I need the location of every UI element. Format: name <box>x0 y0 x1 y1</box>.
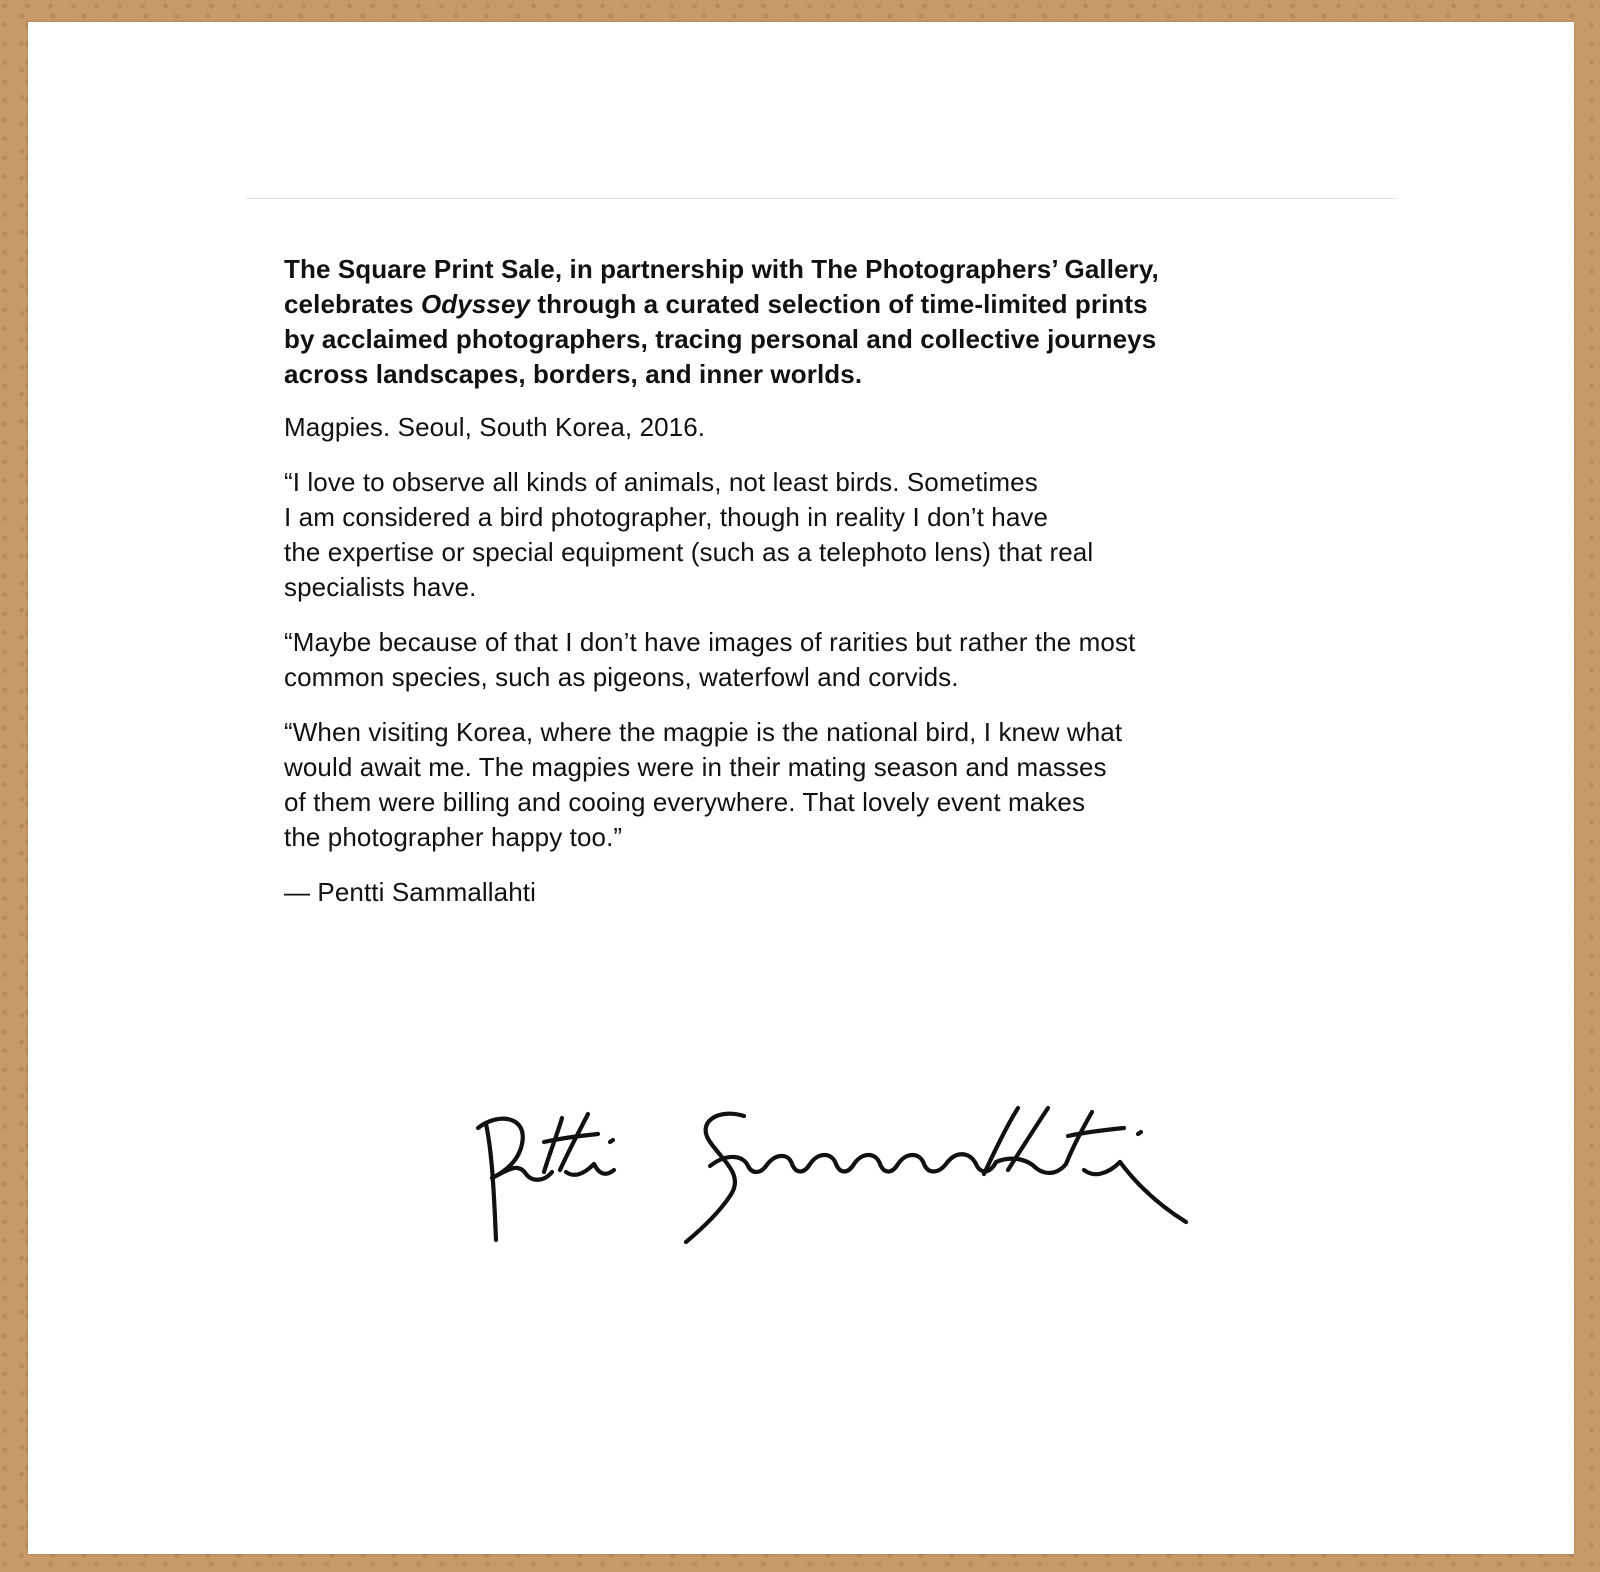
intro-line <box>284 287 1304 322</box>
text-block <box>284 252 1304 930</box>
quote-paragraph <box>284 465 1304 605</box>
divider-rule <box>246 198 1396 199</box>
intro-paragraph <box>284 252 1304 392</box>
signature-image <box>448 1082 1208 1252</box>
quote-paragraph <box>284 625 1304 695</box>
intro-line: by acclaimed photographers, tracing personal and collective journeys <box>284 324 1157 354</box>
quote-line: the expertise or special equipment (such as a telephoto lens) that real <box>284 537 1094 567</box>
intro-line: across landscapes, borders, and inner worlds. <box>284 359 863 389</box>
quote-paragraph <box>284 715 1304 855</box>
quote-line: “When visiting Korea, where the magpie is the national bird, I knew what <box>284 717 1123 747</box>
quote-line: specialists have. <box>284 572 477 602</box>
quote-line: “I love to observe all kinds of animals, not least birds. Sometimes <box>284 467 1038 497</box>
quote-line: the photographer happy too.” <box>284 822 623 852</box>
attribution: — Pentti Sammallahti <box>284 877 536 907</box>
intro-text: through a curated selection of time-limited prints <box>537 289 1148 319</box>
quote-line: would await me. The magpies were in their mating season and masses <box>284 752 1107 782</box>
intro-title: Odyssey <box>420 289 531 319</box>
quote-line: common species, such as pigeons, waterfowl and corvids. <box>284 662 959 692</box>
quote-line: “Maybe because of that I don’t have images of rarities but rather the most <box>284 627 1136 657</box>
intro-text: celebrates <box>284 289 414 319</box>
print-card <box>28 22 1574 1554</box>
intro-line: The Square Print Sale, in partnership with The Photographers’ Gallery, <box>284 254 1159 284</box>
quote-line: I am considered a bird photographer, though in reality I don’t have <box>284 502 1049 532</box>
quote-line: of them were billing and cooing everywhere. That lovely event makes <box>284 787 1086 817</box>
photo-caption: Magpies. Seoul, South Korea, 2016. <box>284 412 706 442</box>
